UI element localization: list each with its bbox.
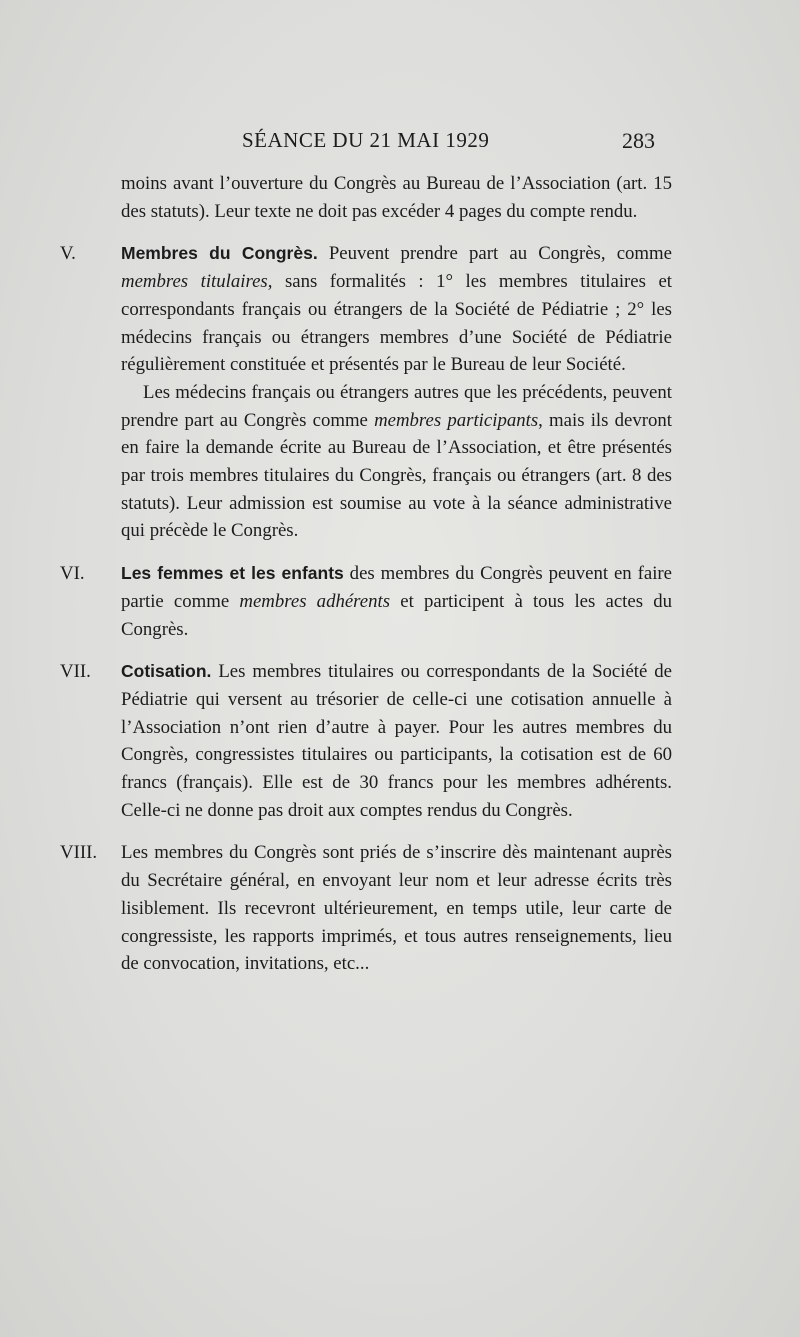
intro-paragraph: moins avant l’ouverture du Congrès au Bureau de l’Association (art. 15 des statuts). Leur texte ne doit pas excéder 4 pages du compte rendu.	[121, 173, 672, 222]
page-number: 283	[622, 128, 655, 153]
section-text: Peuvent prendre part au Congrès, comme	[328, 243, 672, 265]
section-paragraph	[121, 658, 672, 824]
header-title: SÉANCE DU 21 MAI 1929	[242, 128, 490, 152]
section-heading: Les femmes et les enfants	[121, 563, 344, 584]
section-text: , sans formalités : 1° les membres titulaires et correspondants français ou étrangers de la Société de Pédiatrie ; 2° les médecins français ou étrangers membres d’une Société de Pédiatrie régulièrement constituée et présentés par le Bureau de leur Société.	[121, 271, 673, 376]
section-paragraph	[121, 560, 672, 643]
section-heading: Cotisation.	[121, 661, 212, 682]
section-emphasis: membres adhérents	[239, 590, 391, 612]
section-heading: Membres du Congrès.	[121, 243, 318, 264]
section-viii	[60, 839, 672, 978]
section-paragraph: Les membres du Congrès sont priés de s’inscrire dès maintenant auprès du Secrétaire général, en envoyant leur nom et leur adresse écrits très lisiblement. Ils recevront ultérieurement, en temps utile, leur carte de congressiste, les rapports imprimés, et tous autres renseignements, lieu de convocation, invitations, etc...	[121, 842, 672, 975]
section-vii	[60, 658, 672, 824]
section-emphasis: membres titulaires	[121, 271, 268, 293]
section-numeral: VII.	[60, 661, 91, 683]
section-vi	[60, 560, 672, 643]
section-emphasis: membres participants	[374, 409, 539, 431]
section-text: Les médecins français ou étrangers autres que les précédents, peuvent prendre part au Congrès comme	[121, 381, 672, 431]
section-v	[60, 240, 672, 379]
section-paragraph	[60, 379, 672, 545]
section-numeral: V.	[60, 243, 76, 265]
section-paragraph	[121, 240, 672, 379]
section-text: des membres du Congrès peuvent en faire partie comme	[121, 563, 673, 612]
section-text: , mais ils devront en faire la demande écrite au Bureau de l’Association, et être présentés par trois membres titulaires du Congrès, français ou étrangers (art. 8 des statuts). Leur admission est soumise au vote à la séance administrative qui précède le Congrès.	[121, 409, 672, 542]
section-numeral: VIII.	[60, 842, 98, 864]
running-header	[0, 128, 800, 158]
section-text: et participent à tous les actes du Congrès.	[121, 590, 672, 640]
section-numeral: VI.	[60, 563, 85, 585]
section-text: Les membres titulaires ou correspondants de la Société de Pédiatrie qui versent au trésorier de celle-ci une cotisation annuelle à l’Association n’ont rien d’autre à payer. Pour les autres membres du Congrès, congressistes titulaires ou participants, la cotisation est de 60 francs (français). Elle est de 30 francs pour les membres adhérents. Celle-ci ne donne pas droit aux comptes rendus du Congrès.	[121, 661, 672, 821]
document-body	[60, 170, 672, 978]
